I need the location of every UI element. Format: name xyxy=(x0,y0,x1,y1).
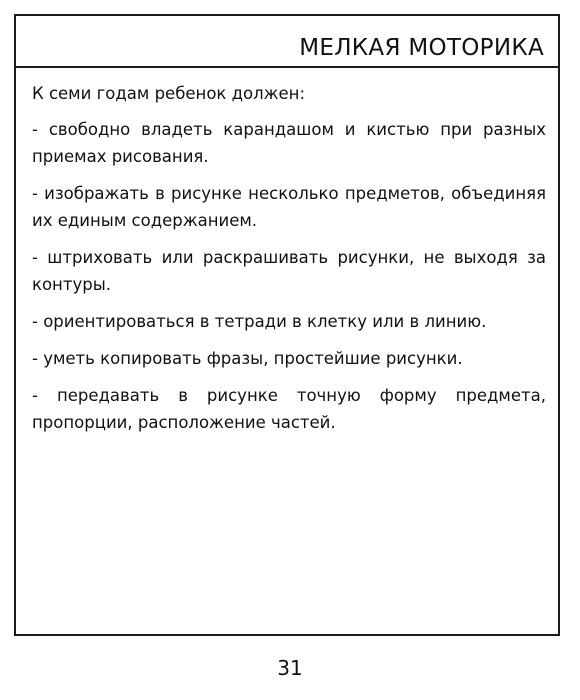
list-item: - изображать в рисунке несколько предметов, объединяя их единым содержанием. xyxy=(32,184,546,230)
page-title: МЕЛКАЯ МОТОРИКА xyxy=(299,35,544,61)
list-item: - передавать в рисунке точную форму предмета, пропорции, расположение частей. xyxy=(32,386,546,432)
list-item: - уметь копировать фразы, простейшие рисунки. xyxy=(32,349,463,368)
list-item: - штриховать или раскрашивать рисунки, не выходя за контуры. xyxy=(32,248,546,294)
title-bar xyxy=(16,16,558,68)
text-body xyxy=(16,68,558,436)
page-number: 31 xyxy=(277,656,303,680)
content-frame xyxy=(14,14,560,636)
list-item: - ориентироваться в тетради в клетку или в линию. xyxy=(32,312,487,331)
list-item: - свободно владеть карандашом и кистью при разных приемах рисования. xyxy=(32,120,546,166)
intro-text: К семи годам ребенок должен: xyxy=(32,84,306,103)
